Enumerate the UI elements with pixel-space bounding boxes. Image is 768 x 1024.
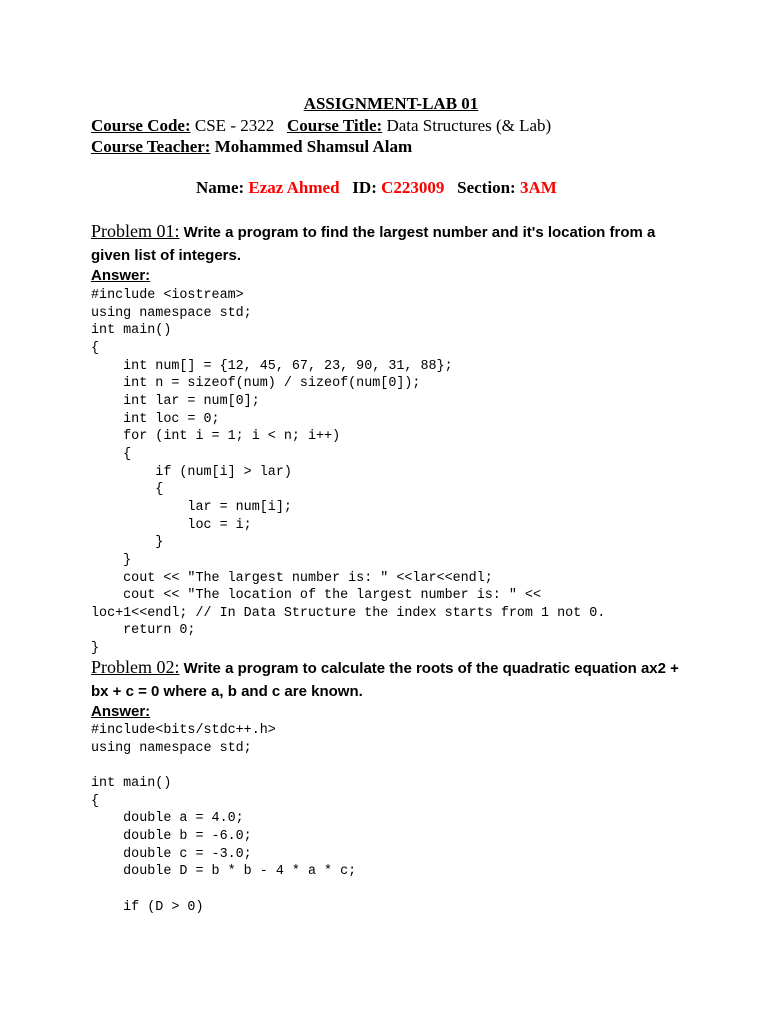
- problem-01-answer-label: Answer:: [91, 267, 151, 284]
- problem-02-label: Problem 02:: [91, 657, 180, 677]
- problem-02-statement: [91, 656, 691, 703]
- assignment-title: ASSIGNMENT-LAB 01: [303, 94, 479, 113]
- problem-01-label: Problem 01:: [91, 221, 180, 241]
- problem-01-statement: [91, 220, 691, 267]
- problem-01-text: Write a program to find the largest number and it's location from a given list of integers.: [91, 224, 656, 264]
- problem-02-code: #include<bits/stdc++.h> using namespace std; int main() { double a = 4.0; double b = -6.0; double c = -3.0; double D = b * b - 4 * a * c; if (D > 0): [91, 723, 357, 915]
- student-info-line: [196, 178, 557, 198]
- course-teacher-label: Course Teacher:: [91, 137, 211, 156]
- student-id: C223009: [381, 178, 445, 197]
- section-label: Section:: [457, 178, 516, 197]
- name-label: Name:: [196, 178, 245, 197]
- course-teacher-value: Mohammed Shamsul Alam: [214, 137, 413, 156]
- course-teacher-line: [91, 137, 412, 157]
- problem-02-text: Write a program to calculate the roots of the quadratic equation ax2 + bx + c = 0 where a, b and c are known.: [91, 660, 679, 700]
- course-code-line: [91, 116, 551, 136]
- course-title-label: Course Title:: [286, 116, 383, 135]
- course-code-value: CSE - 2322: [194, 116, 275, 135]
- id-label: ID:: [352, 178, 377, 197]
- problem-02-answer-label: Answer:: [91, 703, 151, 720]
- student-section: 3AM: [519, 178, 557, 197]
- course-code-label: Course Code:: [91, 116, 191, 135]
- course-title-value: Data Structures (& Lab): [386, 116, 552, 135]
- problem-01-code: #include <iostream> using namespace std; int main() { int num[] = {12, 45, 67, 23, 90, 31, 88}; int n = sizeof(num) / sizeof(num[0]); int lar = num[0]; int loc = 0; for (int i = 1; i < n; i++) { if (num[i] > lar) { lar = num[i]; loc = i; } } cout << "The largest number is: " <<lar<<endl; cout << "The location of the largest number is: " << loc+1<<endl; // In Data Structure the index starts from 1 not 0. return 0; }: [91, 288, 606, 657]
- student-name: Ezaz Ahmed: [248, 178, 340, 197]
